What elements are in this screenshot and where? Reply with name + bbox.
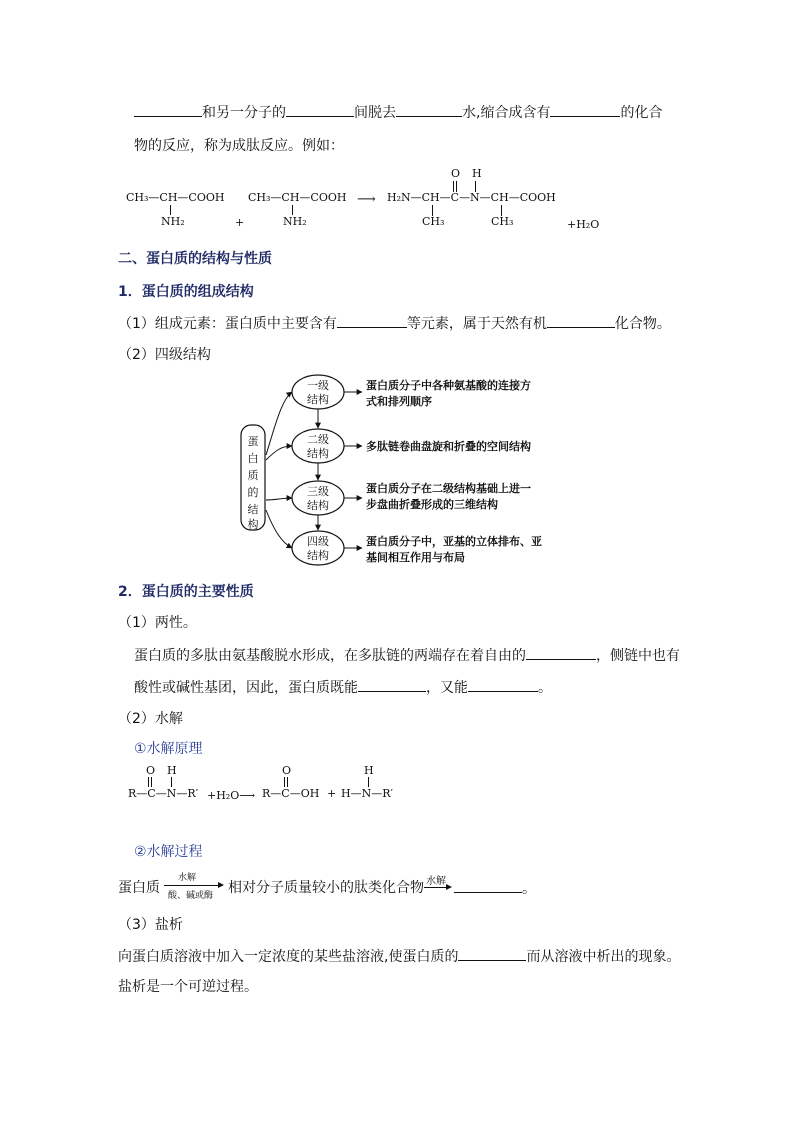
plus-sign: + [327, 787, 337, 800]
level-desc: 蛋白质分子中，亚基的立体排布、亚 [366, 535, 542, 548]
double-bond [148, 777, 149, 787]
blank[interactable] [286, 102, 354, 117]
arrow-label-top: 水解 [178, 873, 197, 883]
blank[interactable] [134, 102, 202, 117]
amphoteric-heading: （1）两性。 [118, 615, 197, 631]
root-char: 构 [247, 518, 259, 531]
level-desc: 基间相互作用与布局 [366, 551, 465, 564]
subsection-title: 2．蛋白质的主要性质 [118, 584, 254, 600]
amine-formula: H—N—R′ [341, 787, 393, 800]
amide-hydrogen: H [472, 167, 482, 180]
dipeptide-formula: H₂N—CH—C—N—CH—COOH [387, 191, 556, 204]
bond-line [368, 777, 369, 787]
level-desc: 蛋白质分子中各种氨基酸的连接方 [366, 379, 531, 392]
text: 等元素，属于天然有机 [406, 316, 547, 332]
amide-hydrogen: H [167, 764, 177, 777]
blank[interactable] [358, 677, 426, 692]
arrow-head [446, 884, 452, 890]
amphoteric-line1 [134, 645, 680, 666]
branch-arrow [266, 510, 292, 548]
level-name-1b: 结构 [307, 393, 329, 406]
arrow-shaft [164, 885, 222, 886]
protein-label: 蛋白质 [118, 880, 160, 896]
text: ，侧链中也有 [596, 648, 680, 664]
plus-sign: + [235, 216, 245, 229]
text: 和另一分子的 [202, 105, 286, 121]
branch-arrow [266, 498, 292, 500]
double-bond [284, 777, 285, 787]
arrow-label-top: 水解 [426, 876, 446, 887]
reactant1-formula: CH₃—CH—COOH [126, 191, 225, 204]
root-char: 蛋 [247, 435, 259, 448]
amine-hydrogen: H [364, 764, 374, 777]
peptide-label: 相对分子质量较小的肽类化合物 [228, 880, 424, 896]
protein-structure-diagram [236, 370, 576, 570]
level-desc: 式和排列顺序 [366, 395, 432, 408]
hydrolysis-arrow-2 [424, 872, 454, 892]
blank[interactable] [526, 645, 596, 660]
amide-formula: R—C—N—R′ [128, 787, 199, 800]
branch-arrow [266, 392, 292, 455]
blank[interactable] [458, 946, 526, 961]
double-bond [287, 777, 288, 787]
hydrolysis-arrow [162, 870, 226, 904]
arrow-head [218, 882, 224, 888]
reactant2-amine: NH₂ [283, 215, 307, 228]
section-title: 二、蛋白质的结构与性质 [118, 251, 272, 267]
blank[interactable] [550, 102, 620, 117]
blank[interactable] [337, 313, 407, 328]
level-name-1a: 一级 [307, 379, 329, 392]
level-name-2a: 二级 [307, 433, 329, 446]
carbonyl-oxygen: O [146, 764, 156, 777]
text: 水,缩合成含有 [462, 105, 551, 121]
level-name-4a: 四级 [307, 535, 329, 548]
level-desc: 蛋白质分子在二级结构基础上进一 [366, 482, 531, 495]
text: 。 [538, 680, 552, 696]
hydrolysis-principle-heading: ①水解原理 [134, 741, 203, 757]
reaction-arrow: ⟶ [357, 192, 376, 207]
reactant2-formula: CH₃—CH—COOH [248, 191, 347, 204]
carbonyl-oxygen: O [282, 764, 292, 777]
root-char: 白 [247, 452, 259, 465]
level-name-4b: 结构 [307, 549, 329, 562]
water-reagent: +H₂O⟶ [207, 789, 256, 802]
acid-formula: R—C—OH [262, 787, 320, 800]
bond-line [170, 205, 171, 215]
root-char: 质 [247, 469, 259, 482]
double-bond [151, 777, 152, 787]
branch-arrow [266, 446, 292, 460]
level-name-3a: 三级 [307, 485, 329, 498]
methyl-group: CH₃ [422, 215, 445, 228]
text: 蛋白质的多肽由氨基酸脱水形成，在多肽链的两端存在着自由的 [134, 648, 526, 664]
blank[interactable] [454, 878, 522, 893]
hydrolysis-heading: （2）水解 [118, 711, 183, 727]
blank[interactable] [547, 313, 615, 328]
water-product: +H₂O [567, 218, 600, 231]
arrow-label-bottom: 酸、碱或酶 [168, 891, 214, 901]
text: 向蛋白质溶液中加入一定浓度的某些盐溶液,使蛋白质的 [118, 949, 459, 965]
root-char: 的 [247, 486, 259, 499]
root-char: 结 [247, 503, 259, 516]
blank[interactable] [396, 102, 462, 117]
bond-line [292, 205, 293, 215]
text: 而从溶液中析出的现象。 [526, 949, 681, 965]
text: （1）组成元素：蛋白质中主要含有 [118, 316, 337, 332]
bond-line [171, 777, 172, 787]
reactant1-amine: NH₂ [161, 215, 185, 228]
text: ，又能 [426, 680, 468, 696]
salting-out-heading: （3）盐析 [118, 917, 183, 933]
process-end [454, 878, 536, 899]
text: 间脱去 [354, 105, 396, 121]
level-desc: 多肽链卷曲盘旋和折叠的空间结构 [366, 440, 531, 453]
text: 化合物。 [614, 316, 671, 332]
salting-out-line1 [118, 946, 680, 967]
composition-line [118, 313, 671, 334]
text: 。 [522, 881, 536, 897]
hydrolysis-process-heading: ②水解过程 [134, 844, 203, 860]
blank[interactable] [468, 677, 538, 692]
level-name-2b: 结构 [307, 447, 329, 460]
salting-out-line2: 盐析是一个可逆过程。 [118, 979, 258, 995]
level-name-3b: 结构 [307, 499, 329, 512]
level-desc: 步盘曲折叠形成的三维结构 [366, 498, 498, 511]
subsection-title: 1．蛋白质的组成结构 [118, 284, 254, 300]
methyl-group: CH₃ [491, 215, 514, 228]
paragraph-condensation-line1 [134, 102, 662, 123]
text: 酸性或碱性基团，因此，蛋白质既能 [134, 680, 358, 696]
amphoteric-line2 [134, 677, 552, 698]
four-level-heading: （2）四级结构 [118, 347, 211, 363]
paragraph-condensation-line2: 物的反应，称为成肽反应。例如： [134, 138, 344, 154]
text: 的化合 [620, 105, 663, 121]
carbonyl-oxygen: O [451, 167, 461, 180]
